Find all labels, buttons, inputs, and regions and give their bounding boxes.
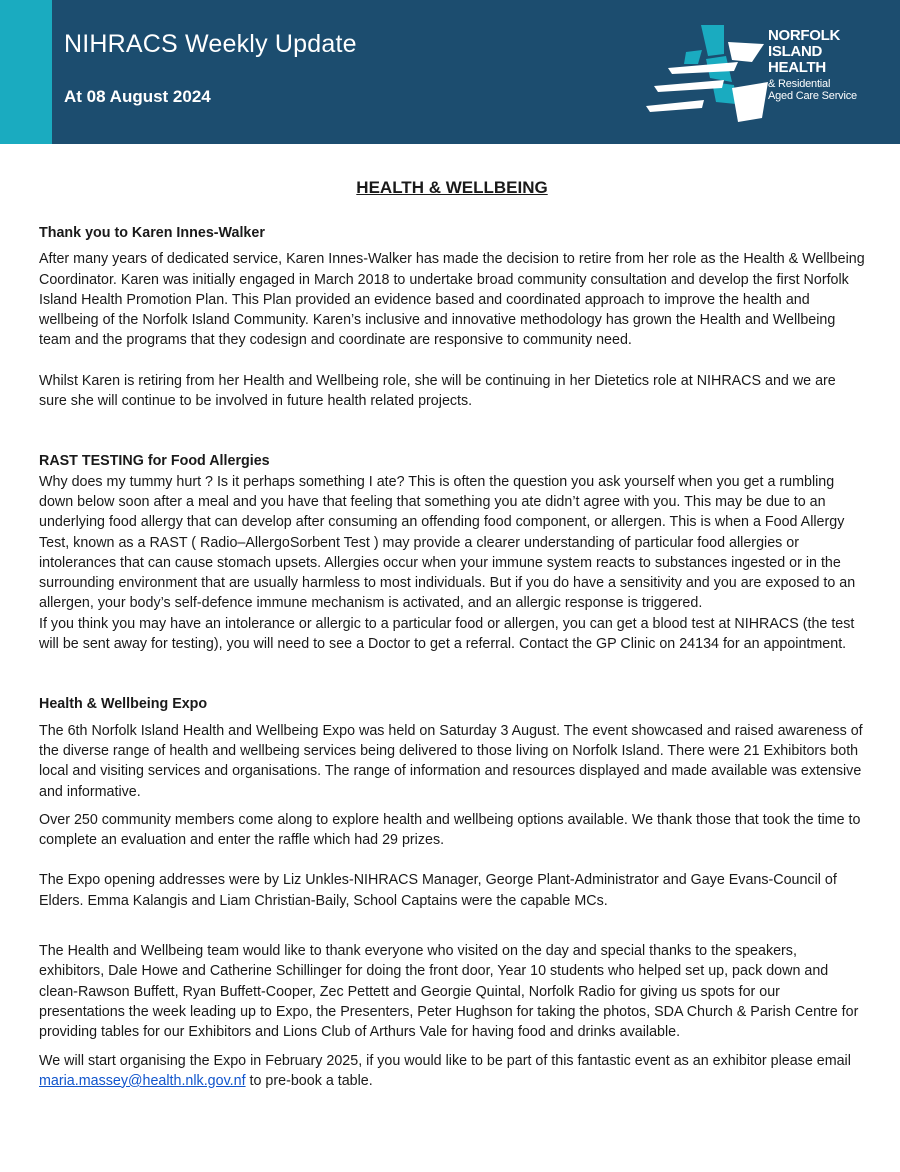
newsletter-body — [39, 172, 865, 1091]
newsletter-header — [0, 0, 900, 144]
karen-heading: Thank you to Karen Innes-Walker — [39, 225, 265, 241]
newsletter-title: NIHRACS Weekly Update — [64, 30, 357, 58]
expo-invite-text: We will start organising the Expo in February 2025, if you would like to be part of this fantastic event as an exhibitor please email — [39, 1052, 851, 1069]
newsletter-date: At 08 August 2024 — [64, 87, 211, 106]
expo-invite-suffix: to pre-book a table. — [245, 1072, 373, 1089]
expo-paragraph-3: The Expo opening addresses were by Liz Unkles-NIHRACS Manager, George Plant-Administrator and Gaye Evans-Council of Elders. Emma Kalangis and Liam Christian-Baily, School Captains were the capable MCs. — [39, 872, 837, 909]
karen-paragraph-1: After many years of dedicated service, Karen Innes-Walker has made the decision to retire from her role as the Health & Wellbeing Coordinator. Karen was initially engaged in March 2018 to undertake broad community consultation and develop the first Norfolk Island Health Promotion Plan. This Plan provided an evidence based and coordinated approach to improve the health and wellbeing of the Norfolk Island Community. Karen’s inclusive and innovative methodology has grown the Health and Wellbeing team and the programs that they codesign and coordinate are responsive to community need. — [39, 251, 865, 349]
rast-heading: RAST TESTING for Food Allergies — [39, 453, 270, 470]
expo-paragraph-2: Over 250 community members come along to explore health and wellbeing options available. We thank those that took the time to complete an evaluation and enter the raffle which had 29 prizes. — [39, 811, 861, 849]
header-accent-bar — [0, 0, 52, 144]
rast-paragraph-1: Why does my tummy hurt ? Is it perhaps something I ate? This is often the question you ask yourself when you get a rumbling down below soon after a meal and you have that feeling that something you ate didn’t agree with you. This may be due to an underlying food allergy that can develop after consuming an offending food component, or allergen. This is when a Food Allergy Test, known as a RAST ( Radio–AllergoSorbent Test ) may provide a clearer understanding of particular food allergies or intolerances that can cause stomach upsets. Allergies occur when your immune system reacts to substances ingested or in the surrounding environment that are usually harmless to most individuals. But if you do have a sensitivity and you are exposed to an allergen, your body’s self-defence immune mechanism is activated, and an allergic response is triggered. — [39, 473, 856, 612]
expo-heading: Health & Wellbeing Expo — [39, 696, 208, 713]
rast-paragraph-2: If you think you may have an intolerance or allergic to a particular food or allergen, you can get a blood test at NIHRACS (the test will be sent away for testing), you will need to see a Doctor to get a referral. Contact the GP Clinic on 24134 for an appointment. — [39, 615, 855, 653]
norfolk-island-health-logo — [646, 22, 876, 126]
email-link[interactable]: maria.massey@health.nlk.gov.nf — [39, 1072, 246, 1089]
karen-paragraph-2: Whilst Karen is retiring from her Health and Wellbeing role, she will be continuing in her Dietetics role at NIHRACS and we are sure she will continue to be involved in future health related projects. — [39, 372, 836, 410]
expo-paragraph-1: The 6th Norfolk Island Health and Wellbeing Expo was held on Saturday 3 August. The event showcased and raised awareness of the diverse range of health and wellbeing services being delivered to those living on Norfolk Island. There were 21 Exhibitors both local and visiting services and organisations. The range of information and resources displayed and made available was extensive and informative. — [39, 722, 863, 800]
logo-subtitle: & Residential Aged Care Service — [768, 78, 857, 102]
expo-paragraph-5 — [39, 1051, 865, 1092]
logo-wordmark: NORFOLK ISLAND HEALTH — [768, 27, 841, 76]
section-title: HEALTH & WELLBEING — [356, 178, 548, 197]
norfolk-island-health-logo-icon — [646, 22, 771, 126]
expo-paragraph-4: The Health and Wellbeing team would like to thank everyone who visited on the day and special thanks to the speakers, exhibitors, Dale Howe and Catherine Schillinger for doing the front door, Year 10 students who helped set up, pack down and clean-Rawson Buffett, Ryan Buffett-Cooper, Zec Pettett and Georgie Quintal, Norfolk Radio for giving us spots for our presentations the week leading up to Expo, the Presenters, Peter Hughson for taking the photos, SDA Church & Parish Centre for providing tables for our Exhibitors and Lions Club of Arthurs Vale for having food and drinks available. — [39, 943, 859, 1041]
